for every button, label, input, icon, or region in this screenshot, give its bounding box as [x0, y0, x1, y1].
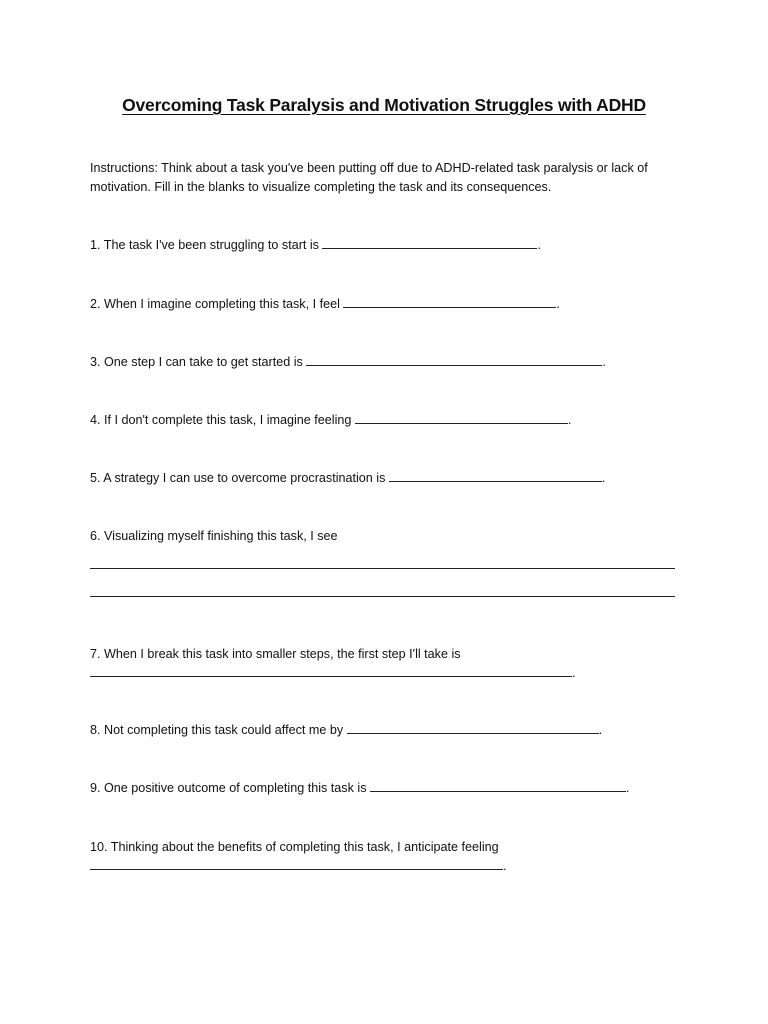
question-1-text: 1. The task I've been struggling to start is: [90, 238, 323, 252]
question-1-end: .: [537, 238, 541, 252]
question-4: [90, 411, 690, 430]
question-2-text: 2. When I imagine completing this task, I feel: [90, 297, 344, 311]
answer-blank-2[interactable]: [343, 295, 556, 308]
answer-blank-9[interactable]: [370, 779, 626, 792]
question-4-text: 4. If I don't complete this task, I imagine feeling: [90, 413, 355, 427]
question-3-text: 3. One step I can take to get started is: [90, 355, 307, 369]
answer-blank-5[interactable]: [389, 469, 602, 482]
answer-blank-7[interactable]: [90, 664, 572, 677]
worksheet-title: Overcoming Task Paralysis and Motivation Struggles with ADHD: [122, 95, 646, 115]
answer-blank-3[interactable]: [306, 353, 602, 366]
question-3-end: .: [602, 355, 606, 369]
question-6: [90, 527, 690, 546]
question-2-end: .: [556, 297, 560, 311]
question-5-text: 5. A strategy I can use to overcome procrastination is: [90, 471, 389, 485]
question-1: [90, 236, 690, 255]
question-2: [90, 295, 690, 314]
question-7-answer-row: [90, 664, 690, 683]
answer-blank-10[interactable]: [90, 857, 503, 870]
instructions-text: Instructions: Think about a task you've been putting off due to ADHD-related task paralysis or lack of motivation. Fill in the blanks to visualize completing the task and its consequences.: [90, 161, 648, 194]
question-8-end: .: [598, 723, 603, 737]
question-3: [90, 353, 690, 372]
answer-blank-1[interactable]: [322, 236, 537, 249]
question-4-end: .: [567, 413, 572, 427]
question-10-end: .: [503, 859, 507, 873]
question-8-text: 8. Not completing this task could affect me by: [90, 723, 347, 737]
question-7-text: 7. When I break this task into smaller steps, the first step I'll take is: [90, 647, 461, 661]
question-7-end: .: [572, 666, 576, 680]
answer-line-6a[interactable]: [90, 568, 675, 569]
question-7: [90, 645, 690, 664]
question-10-answer-row: [90, 857, 690, 876]
question-10: [90, 838, 690, 857]
answer-blank-8[interactable]: [347, 721, 599, 734]
question-5: [90, 469, 690, 488]
question-8: [90, 721, 690, 740]
question-9-text: 9. One positive outcome of completing this task is: [90, 781, 370, 795]
question-9-end: .: [626, 781, 630, 795]
answer-blank-4[interactable]: [355, 411, 568, 424]
question-6-text: 6. Visualizing myself finishing this task, I see: [90, 529, 338, 543]
answer-line-6b[interactable]: [90, 596, 675, 597]
question-5-end: .: [601, 471, 606, 485]
question-9: [90, 779, 690, 798]
question-10-text: 10. Thinking about the benefits of completing this task, I anticipate feeling: [90, 840, 499, 854]
